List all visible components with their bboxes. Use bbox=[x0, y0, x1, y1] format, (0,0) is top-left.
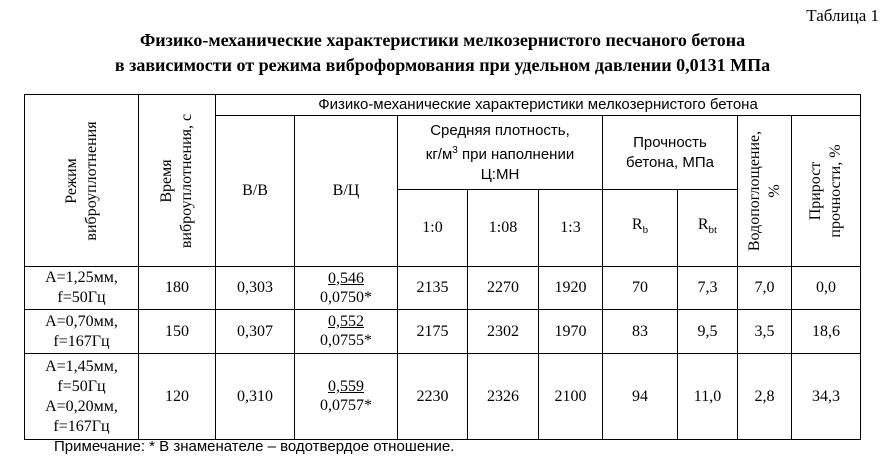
header-time bbox=[139, 95, 216, 267]
mode-line: А=0,70мм, bbox=[45, 312, 118, 330]
header-density-line-2 bbox=[398, 141, 602, 165]
header-density-line-1: Средняя плотность, bbox=[430, 121, 570, 139]
cell-strength-gain: 0,0 bbox=[792, 267, 861, 310]
rb-letter: R bbox=[631, 216, 643, 234]
cell-water-absorption: 7,0 bbox=[738, 267, 792, 310]
header-strength-gain bbox=[792, 116, 861, 267]
table-note: Примечание: * В знаменателе – водотвердое отношение. bbox=[54, 438, 455, 455]
mode-line: А=1,25мм, bbox=[45, 269, 118, 286]
header-wc: В/Ц bbox=[295, 116, 398, 267]
cell-density-1-08: 2326 bbox=[468, 354, 539, 440]
wc-numerator: 0,552 bbox=[328, 313, 364, 330]
header-ratio-1-0: 1:0 bbox=[398, 190, 468, 267]
cell-rbt: 7,3 bbox=[678, 267, 738, 310]
table-number: Таблица 1 bbox=[806, 6, 879, 25]
cell-density-1-08: 2302 bbox=[468, 310, 539, 354]
mode-line: f=167Гц bbox=[53, 332, 110, 350]
mode-line: f=167Гц bbox=[53, 417, 110, 435]
header-mode-line-2: виброуплотнения bbox=[82, 120, 100, 241]
cell-rb: 83 bbox=[603, 310, 678, 354]
rbt-sub: bt bbox=[708, 224, 718, 237]
cell-density-1-0: 2175 bbox=[398, 310, 468, 354]
cell-time: 150 bbox=[139, 310, 216, 354]
table-title bbox=[0, 28, 885, 78]
density-unit-sup: 3 bbox=[452, 144, 458, 156]
wc-denominator: 0,0755* bbox=[320, 332, 372, 349]
cell-mode bbox=[25, 267, 139, 310]
cell-density-1-3: 2100 bbox=[539, 354, 603, 440]
header-strength bbox=[603, 116, 738, 190]
cell-rb: 70 bbox=[603, 267, 678, 310]
header-time-line-2: виброуплотнения, с bbox=[178, 113, 195, 248]
cell-density-1-0: 2135 bbox=[398, 267, 468, 310]
table-row bbox=[25, 354, 861, 440]
cell-density-1-0: 2230 bbox=[398, 354, 468, 440]
cell-wc bbox=[295, 267, 398, 310]
mode-line: А=1,45мм, bbox=[45, 357, 118, 375]
cell-water-absorption: 2,8 bbox=[738, 354, 792, 440]
table-row bbox=[25, 310, 861, 354]
cell-wc bbox=[295, 310, 398, 354]
header-density-line-3: Ц:МН bbox=[480, 165, 520, 183]
header-rbt bbox=[678, 190, 738, 267]
header-density bbox=[398, 116, 603, 190]
cell-wb: 0,303 bbox=[216, 267, 295, 310]
cell-rbt: 9,5 bbox=[678, 310, 738, 354]
cell-strength-gain: 18,6 bbox=[792, 310, 861, 354]
header-water-absorption bbox=[738, 116, 792, 267]
cell-mode bbox=[25, 354, 139, 440]
cell-strength-gain: 34,3 bbox=[792, 354, 861, 440]
header-ratio-1-3: 1:3 bbox=[539, 190, 603, 267]
header-mode bbox=[25, 95, 139, 267]
header-gain-line-1: Прирост bbox=[807, 161, 824, 221]
wc-denominator: 0,0757* bbox=[320, 397, 372, 414]
wc-numerator: 0,559 bbox=[328, 378, 364, 395]
density-unit-rest: при наполнении bbox=[457, 145, 575, 163]
mode-line: А=0,20мм, bbox=[45, 397, 118, 415]
table-row bbox=[25, 267, 861, 310]
cell-density-1-3: 1920 bbox=[539, 267, 603, 310]
cell-wc bbox=[295, 354, 398, 440]
cell-density-1-3: 1970 bbox=[539, 310, 603, 354]
header-strength-line-2: бетона, МПа bbox=[626, 153, 714, 171]
wc-denominator: 0,0750* bbox=[320, 288, 372, 306]
rbt-letter: R bbox=[697, 216, 709, 234]
header-wb: В/В bbox=[216, 116, 295, 267]
header-water-line-2: % bbox=[765, 184, 783, 198]
rb-sub: b bbox=[642, 224, 649, 237]
mode-line: f=50Гц bbox=[57, 377, 106, 395]
cell-rb: 94 bbox=[603, 354, 678, 440]
cell-density-1-08: 2270 bbox=[468, 267, 539, 310]
cell-wb: 0,307 bbox=[216, 310, 295, 354]
mode-line: f=50Гц bbox=[57, 289, 106, 306]
cell-time: 180 bbox=[139, 267, 216, 310]
header-strength-line-1: Прочность bbox=[633, 133, 707, 151]
header-gain-line-2: прочности, % bbox=[827, 144, 844, 238]
header-group: Физико-механические характеристики мелкозернистого бетона bbox=[216, 95, 861, 116]
cell-time: 120 bbox=[139, 354, 216, 440]
header-water-line-1: Водопоглощение, bbox=[745, 130, 763, 252]
title-line-2: в зависимости от режима виброформования при удельном давлении 0,0131 МПа bbox=[114, 55, 771, 75]
header-ratio-1-08: 1:08 bbox=[468, 190, 539, 267]
cell-water-absorption: 3,5 bbox=[738, 310, 792, 354]
header-mode-line-1: Режим bbox=[62, 157, 80, 204]
title-line-1: Физико-механические характеристики мелкозернистого песчаного бетона bbox=[139, 30, 746, 50]
data-table bbox=[24, 94, 861, 440]
wc-numerator: 0,546 bbox=[328, 269, 364, 287]
density-unit: кг/м bbox=[425, 145, 453, 163]
cell-wb: 0,310 bbox=[216, 354, 295, 440]
cell-rbt: 11,0 bbox=[678, 354, 738, 440]
header-time-line-1: Время bbox=[158, 158, 175, 203]
cell-mode bbox=[25, 310, 139, 354]
header-rb bbox=[603, 190, 678, 267]
